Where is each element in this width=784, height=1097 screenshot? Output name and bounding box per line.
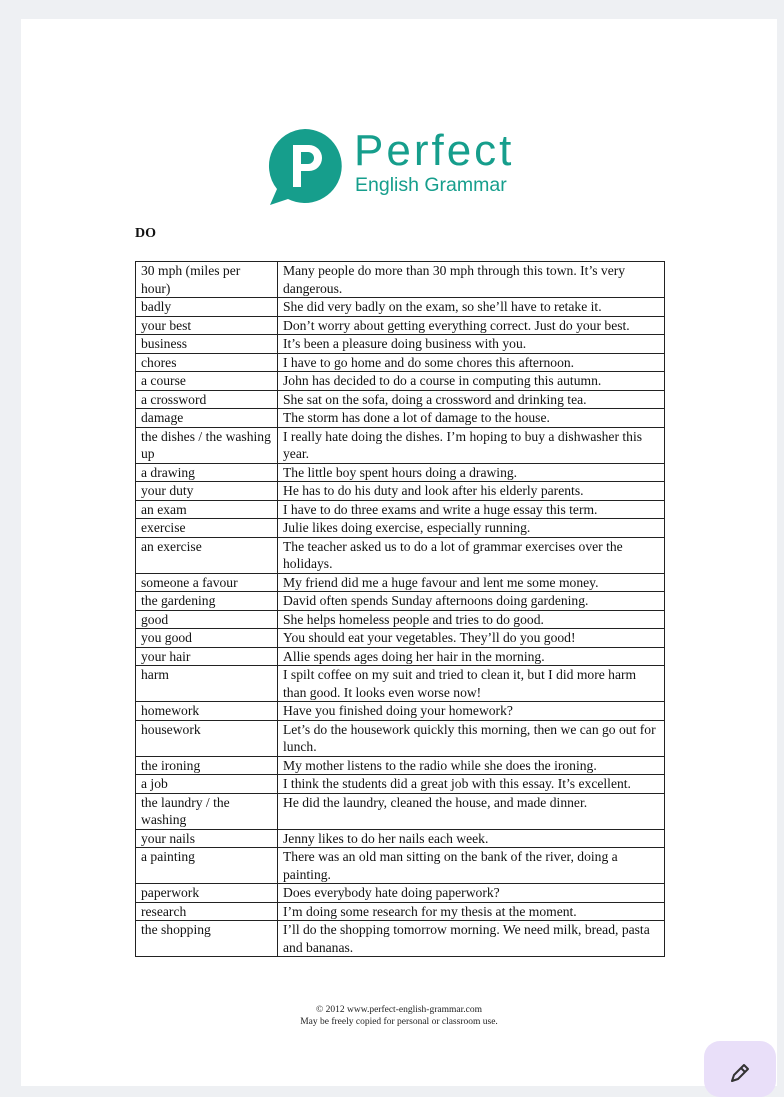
example-cell: My friend did me a huge favour and lent me some money. <box>278 573 665 592</box>
table-row <box>136 500 665 519</box>
table-row <box>136 720 665 756</box>
vocabulary-table <box>135 261 665 957</box>
copyright-text: © 2012 www.perfect-english-grammar.com <box>316 1005 482 1015</box>
table-row <box>136 829 665 848</box>
brand-tagline: English Grammar <box>355 174 507 196</box>
table-row <box>136 921 665 957</box>
page-footer <box>21 1004 777 1028</box>
table-row <box>136 482 665 501</box>
example-cell: The storm has done a lot of damage to the house. <box>278 409 665 428</box>
table-row <box>136 262 665 298</box>
speech-bubble-p-logo-icon <box>264 125 346 207</box>
table-row <box>136 702 665 721</box>
table-row <box>136 756 665 775</box>
table-row <box>136 537 665 573</box>
term-cell: badly <box>136 298 278 317</box>
brand-name: Perfect <box>354 126 515 175</box>
term-cell: exercise <box>136 519 278 538</box>
table-row <box>136 409 665 428</box>
table-row <box>136 519 665 538</box>
term-cell: the laundry / the washing <box>136 793 278 829</box>
edit-pen-icon <box>728 1061 752 1085</box>
example-cell: Have you finished doing your homework? <box>278 702 665 721</box>
edit-fab-button[interactable] <box>704 1041 776 1097</box>
example-cell: Many people do more than 30 mph through this town. It’s very dangerous. <box>278 262 665 298</box>
example-cell: David often spends Sunday afternoons doing gardening. <box>278 592 665 611</box>
example-cell: I’ll do the shopping tomorrow morning. We need milk, bread, pasta and bananas. <box>278 921 665 957</box>
term-cell: homework <box>136 702 278 721</box>
term-cell: your nails <box>136 829 278 848</box>
table-row <box>136 592 665 611</box>
table-row <box>136 793 665 829</box>
example-cell: John has decided to do a course in computing this autumn. <box>278 372 665 391</box>
term-cell: 30 mph (miles per hour) <box>136 262 278 298</box>
term-cell: your best <box>136 316 278 335</box>
table-row <box>136 610 665 629</box>
table-row <box>136 647 665 666</box>
example-cell: There was an old man sitting on the bank of the river, doing a painting. <box>278 848 665 884</box>
table-row <box>136 902 665 921</box>
example-cell: Allie spends ages doing her hair in the morning. <box>278 647 665 666</box>
table-row <box>136 884 665 903</box>
example-cell: Does everybody hate doing paperwork? <box>278 884 665 903</box>
term-cell: research <box>136 902 278 921</box>
example-cell: She sat on the sofa, doing a crossword and drinking tea. <box>278 390 665 409</box>
term-cell: a crossword <box>136 390 278 409</box>
example-cell: Let’s do the housework quickly this morning, then we can go out for lunch. <box>278 720 665 756</box>
example-cell: I spilt coffee on my suit and tried to clean it, but I did more harm than good. It looks even worse now! <box>278 666 665 702</box>
term-cell: paperwork <box>136 884 278 903</box>
term-cell: housework <box>136 720 278 756</box>
example-cell: My mother listens to the radio while she does the ironing. <box>278 756 665 775</box>
example-cell: Jenny likes to do her nails each week. <box>278 829 665 848</box>
document-page <box>21 19 777 1086</box>
table-row <box>136 316 665 335</box>
term-cell: the shopping <box>136 921 278 957</box>
table-row <box>136 427 665 463</box>
term-cell: the gardening <box>136 592 278 611</box>
term-cell: a course <box>136 372 278 391</box>
term-cell: damage <box>136 409 278 428</box>
example-cell: He did the laundry, cleaned the house, and made dinner. <box>278 793 665 829</box>
example-cell: I think the students did a great job with this essay. It’s excellent. <box>278 775 665 794</box>
term-cell: the ironing <box>136 756 278 775</box>
example-cell: He has to do his duty and look after his elderly parents. <box>278 482 665 501</box>
example-cell: You should eat your vegetables. They’ll do you good! <box>278 629 665 648</box>
table-row <box>136 298 665 317</box>
term-cell: the dishes / the washing up <box>136 427 278 463</box>
term-cell: chores <box>136 353 278 372</box>
example-cell: I have to do three exams and write a huge essay this term. <box>278 500 665 519</box>
table-row <box>136 775 665 794</box>
table-row <box>136 848 665 884</box>
table-row <box>136 463 665 482</box>
example-cell: I really hate doing the dishes. I’m hoping to buy a dishwasher this year. <box>278 427 665 463</box>
term-cell: good <box>136 610 278 629</box>
example-cell: The little boy spent hours doing a drawing. <box>278 463 665 482</box>
page-title: DO <box>135 226 156 241</box>
table-row <box>136 353 665 372</box>
term-cell: someone a favour <box>136 573 278 592</box>
table-row <box>136 573 665 592</box>
term-cell: harm <box>136 666 278 702</box>
example-cell: It’s been a pleasure doing business with you. <box>278 335 665 354</box>
term-cell: an exam <box>136 500 278 519</box>
example-cell: The teacher asked us to do a lot of grammar exercises over the holidays. <box>278 537 665 573</box>
term-cell: an exercise <box>136 537 278 573</box>
term-cell: your duty <box>136 482 278 501</box>
table-row <box>136 666 665 702</box>
term-cell: a drawing <box>136 463 278 482</box>
example-cell: She did very badly on the exam, so she’ll have to retake it. <box>278 298 665 317</box>
term-cell: a job <box>136 775 278 794</box>
example-cell: I’m doing some research for my thesis at the moment. <box>278 902 665 921</box>
table-row <box>136 390 665 409</box>
term-cell: your hair <box>136 647 278 666</box>
table-row <box>136 629 665 648</box>
usage-note: May be freely copied for personal or classroom use. <box>300 1017 498 1027</box>
table-row <box>136 335 665 354</box>
term-cell: you good <box>136 629 278 648</box>
example-cell: Julie likes doing exercise, especially running. <box>278 519 665 538</box>
example-cell: I have to go home and do some chores this afternoon. <box>278 353 665 372</box>
example-cell: Don’t worry about getting everything correct. Just do your best. <box>278 316 665 335</box>
table-row <box>136 372 665 391</box>
brand-logo <box>264 125 564 207</box>
term-cell: a painting <box>136 848 278 884</box>
term-cell: business <box>136 335 278 354</box>
example-cell: She helps homeless people and tries to do good. <box>278 610 665 629</box>
